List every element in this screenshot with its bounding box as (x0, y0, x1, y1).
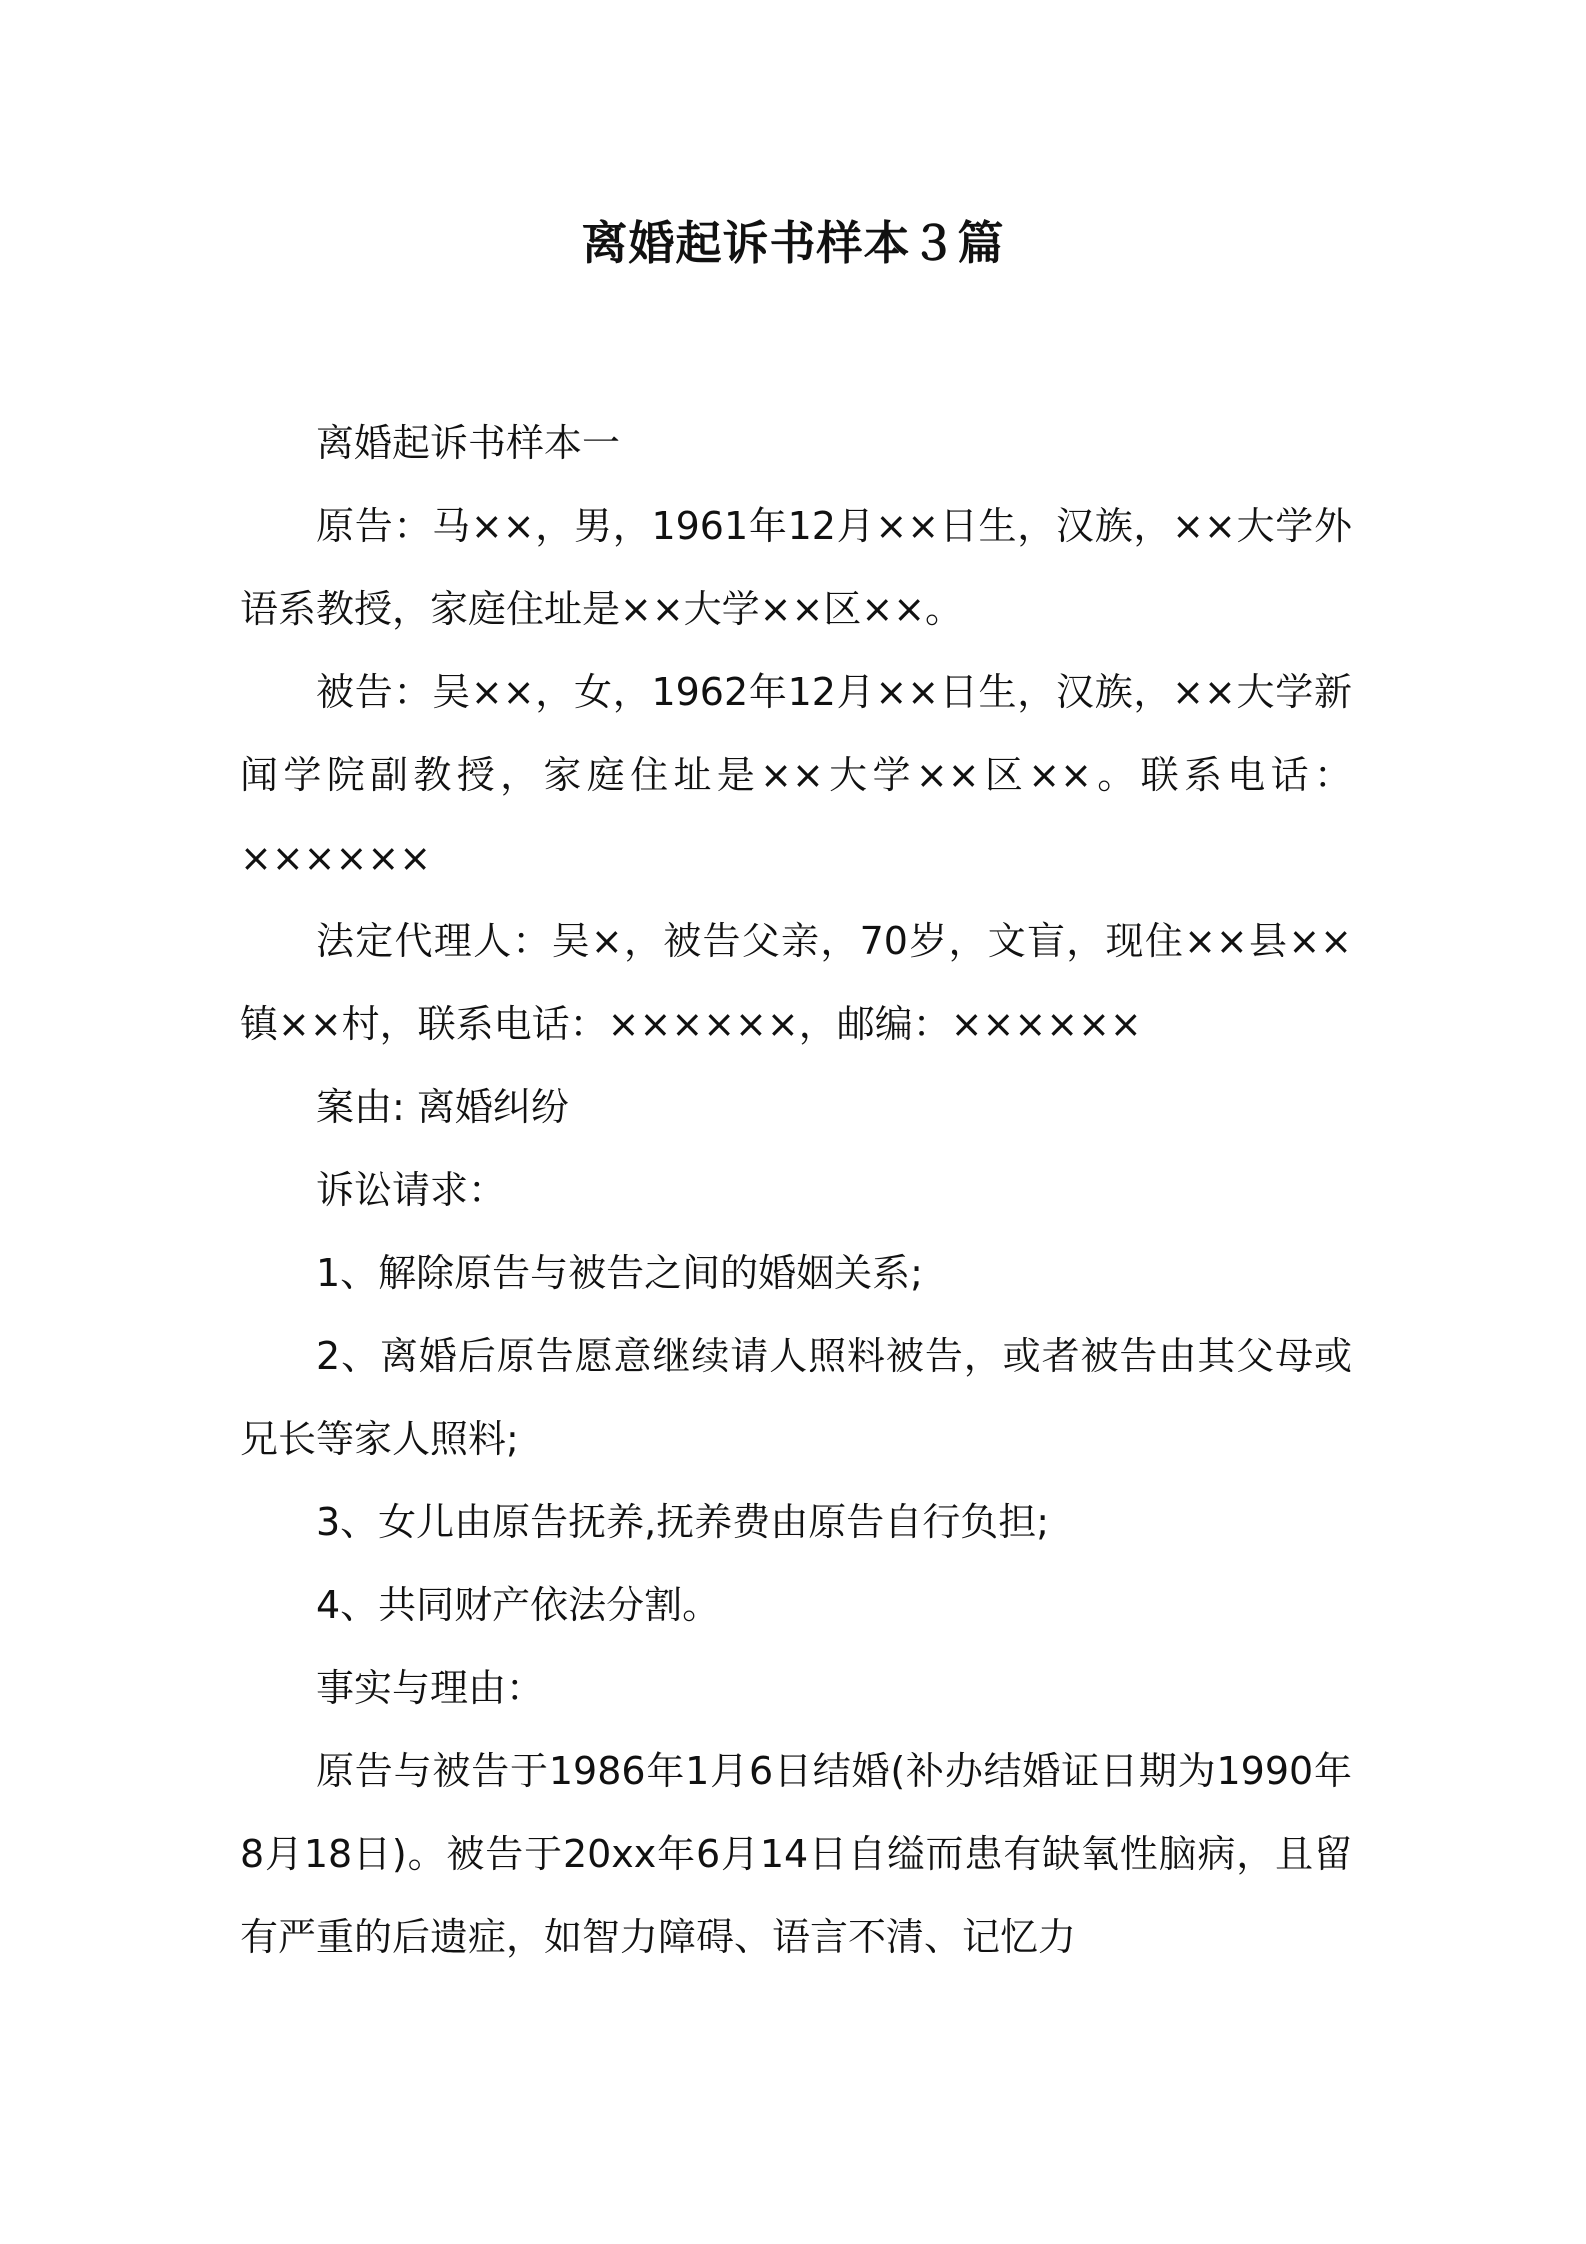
facts-heading: 事实与理由： (316, 1666, 545, 1710)
claim-item-4: 4、共同财产依法分割。 (316, 1583, 721, 1627)
claims-heading: 诉讼请求： (316, 1168, 507, 1212)
document-body (240, 402, 1352, 1979)
claim-item-3: 3、女儿由原告抚养,抚养费由原告自行负担; (316, 1500, 1050, 1544)
legal-agent-paragraph: 法定代理人：吴×，被告父亲，70岁，文盲，现住××县××镇××村，联系电话：××××××，邮编：×××××× (240, 919, 1352, 1046)
section-heading: 离婚起诉书样本一 (316, 421, 621, 465)
claim-item-2: 2、离婚后原告愿意继续请人照料被告，或者被告由其父母或兄长等家人照料; (240, 1334, 1352, 1461)
facts-paragraph: 原告与被告于1986年1月6日结婚(补办结婚证日期为1990年8月18日)。被告于20xx年6月14日自缢而患有缺氧性脑病，且留有严重的后遗症，如智力障碍、语言不清、记忆力 (240, 1749, 1352, 1959)
case-cause-paragraph: 案由: 离婚纠纷 (316, 1085, 569, 1129)
defendant-paragraph: 被告：吴××，女，1962年12月××日生，汉族，××大学新闻学院副教授，家庭住址是××大学××区××。联系电话：×××××× (240, 670, 1352, 880)
claim-item-1: 1、解除原告与被告之间的婚姻关系; (316, 1251, 923, 1295)
document-title: 离婚起诉书样本３篇 (581, 216, 1005, 270)
plaintiff-paragraph: 原告：马××，男，1961年12月××日生，汉族，××大学外语系教授，家庭住址是××大学××区××。 (240, 504, 1352, 631)
